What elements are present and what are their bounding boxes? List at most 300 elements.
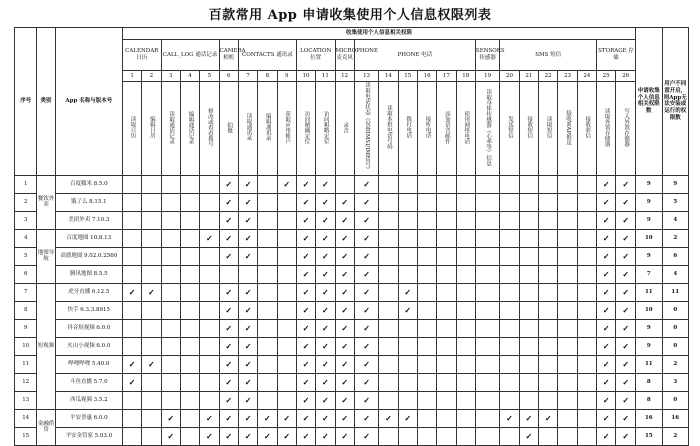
permission-cell <box>258 373 277 391</box>
checkmark-icon: ✓ <box>302 250 310 261</box>
permission-cell <box>316 193 335 211</box>
permission-cell <box>296 301 315 319</box>
column-number-text: 15 <box>404 72 412 79</box>
permission-cell <box>437 247 456 265</box>
permission-cell <box>335 265 354 283</box>
permission-cell <box>122 283 141 301</box>
row-app-name-text: 美团外卖 7.10.3 <box>68 217 110 224</box>
permission-cell <box>354 355 378 373</box>
permission-cell <box>558 229 577 247</box>
group-header <box>219 40 246 71</box>
table-row <box>15 247 689 265</box>
row-unrelated-count-text: 16 <box>671 415 680 422</box>
row-seq-text: 11 <box>22 361 30 368</box>
row-seq <box>15 337 37 355</box>
column-number-text: 9 <box>284 72 289 79</box>
column-number-text: 2 <box>149 72 154 79</box>
permission-cell <box>335 409 354 427</box>
column-number <box>354 71 378 82</box>
permission-cell <box>539 229 558 247</box>
permission-cell <box>398 193 417 211</box>
checkmark-icon: ✓ <box>341 376 349 387</box>
header-seq-text: 序号 <box>20 98 32 105</box>
row-collect-count-text: 9 <box>646 181 651 188</box>
permission-cell <box>398 337 417 355</box>
row-seq-text: 12 <box>22 379 30 386</box>
permission-cell <box>379 193 398 211</box>
group-header-text: LOCATION 位置 <box>300 48 332 61</box>
permission-cell <box>335 427 354 445</box>
permission-cell <box>539 265 558 283</box>
checkmark-icon: ✓ <box>244 430 252 441</box>
column-number-text: 1 <box>130 72 134 79</box>
checkmark-icon: ✓ <box>363 322 370 333</box>
permission-cell <box>456 427 475 445</box>
checkmark-icon: ✓ <box>225 430 233 441</box>
permission-cell <box>437 193 456 211</box>
column-number-text: 10 <box>302 72 310 79</box>
permission-cell <box>500 337 519 355</box>
permission-cell <box>597 427 616 445</box>
permission-cell <box>456 175 475 193</box>
permission-cell <box>219 211 238 229</box>
permission-header <box>161 82 180 176</box>
row-app-name <box>55 265 122 283</box>
permission-cell <box>379 427 398 445</box>
permission-cell <box>258 337 277 355</box>
permission-cell <box>597 265 616 283</box>
row-unrelated-count-text: 4 <box>673 217 678 224</box>
permission-cell <box>200 175 219 193</box>
checkmark-icon: ✓ <box>225 304 233 315</box>
checkmark-icon: ✓ <box>206 430 213 441</box>
permission-cell <box>316 175 335 193</box>
row-collect-count-text: 9 <box>646 199 651 206</box>
row-collect-count-text: 8 <box>646 397 651 404</box>
checkmark-icon: ✓ <box>341 196 349 207</box>
permission-cell <box>475 175 499 193</box>
checkmark-icon: ✓ <box>622 250 630 261</box>
permission-cell <box>258 175 277 193</box>
permission-cell <box>379 355 398 373</box>
permission-cell <box>475 373 499 391</box>
permission-cell <box>577 391 596 409</box>
checkmark-icon: ✓ <box>622 286 630 297</box>
checkmark-icon: ✓ <box>341 250 349 261</box>
row-collect-count <box>636 391 662 409</box>
permission-cell <box>558 247 577 265</box>
table-row <box>15 319 689 337</box>
permission-cell <box>316 427 335 445</box>
permission-cell <box>417 373 436 391</box>
permission-cell <box>456 391 475 409</box>
permission-cell <box>597 193 616 211</box>
permission-cell <box>577 193 596 211</box>
permission-cell <box>379 319 398 337</box>
permission-cell <box>379 409 398 427</box>
permission-cell <box>296 337 315 355</box>
checkmark-icon: ✓ <box>341 358 349 369</box>
permission-cell <box>142 319 161 337</box>
permission-cell <box>238 427 257 445</box>
permission-cell <box>379 337 398 355</box>
permission-cell <box>500 247 519 265</box>
checkmark-icon: ✓ <box>622 394 630 405</box>
permission-cell <box>597 409 616 427</box>
checkmark-icon: ✓ <box>225 412 233 423</box>
row-unrelated-count-text: 3 <box>673 379 678 386</box>
row-unrelated-count-text: 0 <box>673 397 678 404</box>
permission-cell <box>258 301 277 319</box>
permission-header-text: 接收彩信 <box>584 116 591 139</box>
checkmark-icon: ✓ <box>167 412 175 423</box>
permission-header <box>335 82 354 176</box>
checkmark-icon: ✓ <box>622 340 630 351</box>
row-unrelated-count <box>662 391 688 409</box>
row-app-name <box>55 175 122 193</box>
permission-cell <box>258 319 277 337</box>
permission-cell <box>296 355 315 373</box>
row-unrelated-count <box>662 247 688 265</box>
permission-cell <box>161 337 180 355</box>
permission-cell <box>437 373 456 391</box>
column-number-text: 20 <box>506 72 514 79</box>
column-number <box>577 71 596 82</box>
checkmark-icon: ✓ <box>264 412 271 423</box>
permission-cell <box>558 373 577 391</box>
permission-cell <box>335 355 354 373</box>
checkmark-icon: ✓ <box>322 412 329 423</box>
checkmark-icon: ✓ <box>225 250 233 261</box>
column-number <box>475 71 499 82</box>
checkmark-icon: ✓ <box>622 232 630 243</box>
checkmark-icon: ✓ <box>322 232 329 243</box>
permission-cell <box>437 283 456 301</box>
checkmark-icon: ✓ <box>264 430 271 441</box>
checkmark-icon: ✓ <box>322 268 329 279</box>
permission-cell <box>577 247 596 265</box>
permission-cell <box>122 193 141 211</box>
group-header <box>238 40 296 71</box>
permission-cell <box>335 319 354 337</box>
row-seq-text: 3 <box>23 217 28 224</box>
table-row <box>15 229 689 247</box>
group-header-text: MICROPHONE 麦克风 <box>335 48 379 61</box>
permission-cell <box>577 409 596 427</box>
row-seq <box>15 301 37 319</box>
row-app-name-text: 虎牙直播 6.12.5 <box>68 289 110 296</box>
header-category-text: 类别 <box>40 98 52 105</box>
permission-cell <box>417 355 436 373</box>
row-unrelated-count-text: 0 <box>673 343 678 350</box>
permission-cell <box>417 283 436 301</box>
permission-cell <box>219 301 238 319</box>
permission-cell <box>456 211 475 229</box>
column-number-text: 17 <box>442 72 450 79</box>
header-permission-group <box>122 28 635 40</box>
permission-cell <box>616 427 636 445</box>
checkmark-icon: ✓ <box>225 322 233 333</box>
checkmark-icon: ✓ <box>244 394 252 405</box>
permission-cell <box>398 229 417 247</box>
row-unrelated-count-text: 0 <box>673 307 678 314</box>
row-category <box>37 409 55 445</box>
checkmark-icon: ✓ <box>622 196 630 207</box>
checkmark-icon: ✓ <box>602 376 610 387</box>
permission-cell <box>519 211 538 229</box>
permission-cell <box>577 211 596 229</box>
permission-cell <box>616 409 636 427</box>
permission-cell <box>219 229 238 247</box>
permission-cell <box>539 301 558 319</box>
permission-header-text: 读取本机电话号码 <box>385 105 392 150</box>
row-unrelated-count-text: 0 <box>673 325 678 332</box>
permission-cell <box>219 409 238 427</box>
checkmark-icon: ✓ <box>622 358 630 369</box>
permission-cell <box>238 319 257 337</box>
permission-cell <box>558 175 577 193</box>
checkmark-icon: ✓ <box>244 358 252 369</box>
permission-header <box>122 82 141 176</box>
row-collect-count-text: 10 <box>644 235 653 242</box>
permission-cell <box>417 337 436 355</box>
checkmark-icon: ✓ <box>322 304 329 315</box>
permission-header-text: 获取应用账户 <box>284 110 291 144</box>
permission-cell <box>180 319 199 337</box>
permission-cell <box>296 319 315 337</box>
checkmark-icon: ✓ <box>302 358 310 369</box>
permission-cell <box>616 193 636 211</box>
permission-cell <box>379 175 398 193</box>
row-seq-text: 4 <box>23 235 28 242</box>
permission-cell <box>558 265 577 283</box>
checkmark-icon: ✓ <box>363 196 370 207</box>
column-number-text: 26 <box>622 72 630 79</box>
permission-cell <box>539 427 558 445</box>
permission-cell <box>558 301 577 319</box>
permission-header <box>316 82 335 176</box>
permission-cell <box>577 283 596 301</box>
row-app-name-text: 斗鱼直播 5.7.0 <box>69 379 108 386</box>
permission-cell <box>122 247 141 265</box>
permission-cell <box>519 337 538 355</box>
permission-cell <box>238 391 257 409</box>
checkmark-icon: ✓ <box>244 178 252 189</box>
permission-cell <box>296 229 315 247</box>
row-app-name-text: 火山小视频 6.0.0 <box>67 343 111 350</box>
permission-header-text: 访问粗略定位 <box>322 110 329 144</box>
permission-header <box>296 82 315 176</box>
permission-cell <box>161 301 180 319</box>
permission-cell <box>277 193 296 211</box>
permission-cell <box>277 373 296 391</box>
permission-header-text: 接收WAP推送 <box>564 109 571 145</box>
permission-cell <box>296 193 315 211</box>
permission-cell <box>180 337 199 355</box>
permission-cell <box>277 283 296 301</box>
checkmark-icon: ✓ <box>283 178 291 189</box>
row-collect-count-text: 10 <box>644 307 653 314</box>
permission-cell <box>475 409 499 427</box>
permission-cell <box>161 427 180 445</box>
checkmark-icon: ✓ <box>302 412 310 423</box>
permission-cell <box>558 391 577 409</box>
permission-cell <box>417 391 436 409</box>
column-number <box>258 71 277 82</box>
permission-cell <box>238 175 257 193</box>
permission-cell <box>180 391 199 409</box>
row-app-name <box>55 427 122 445</box>
group-header <box>597 40 636 71</box>
checkmark-icon: ✓ <box>302 178 310 189</box>
table-row <box>15 373 689 391</box>
permission-cell <box>316 301 335 319</box>
permission-cell <box>277 301 296 319</box>
checkmark-icon: ✓ <box>404 286 412 297</box>
permission-cell <box>122 229 141 247</box>
permission-cell <box>456 229 475 247</box>
row-collect-count <box>636 193 662 211</box>
permission-cell <box>558 337 577 355</box>
checkmark-icon: ✓ <box>363 250 370 261</box>
permission-header <box>539 82 558 176</box>
column-number <box>379 71 398 82</box>
permission-cell <box>500 409 519 427</box>
permission-cell <box>539 337 558 355</box>
checkmark-icon: ✓ <box>244 376 252 387</box>
row-collect-count-text: 11 <box>644 289 653 296</box>
permission-cell <box>558 409 577 427</box>
permission-header-text: 编辑通话记录 <box>187 110 194 144</box>
checkmark-icon: ✓ <box>341 430 349 441</box>
permission-cell <box>519 193 538 211</box>
row-category-text: 餐饮外卖 <box>37 195 55 209</box>
permission-cell <box>316 337 335 355</box>
permission-cell <box>258 355 277 373</box>
permission-cell <box>500 319 519 337</box>
header-app <box>55 28 122 176</box>
permission-cell <box>500 283 519 301</box>
permission-cell <box>238 355 257 373</box>
permission-cell <box>316 283 335 301</box>
checkmark-icon: ✓ <box>322 250 329 261</box>
permission-header <box>142 82 161 176</box>
header-category <box>37 28 55 176</box>
checkmark-icon: ✓ <box>602 214 610 225</box>
permission-cell <box>122 301 141 319</box>
permission-header <box>500 82 519 176</box>
row-seq <box>15 319 37 337</box>
group-header-text: PHONE 电话 <box>397 51 433 58</box>
permission-cell <box>180 373 199 391</box>
permission-cell <box>296 409 315 427</box>
checkmark-icon: ✓ <box>622 214 630 225</box>
checkmark-icon: ✓ <box>128 358 136 369</box>
column-number-text: 11 <box>321 72 329 79</box>
permission-cell <box>277 265 296 283</box>
checkmark-icon: ✓ <box>225 358 233 369</box>
permission-cell <box>200 247 219 265</box>
column-number <box>398 71 417 82</box>
checkmark-icon: ✓ <box>544 412 552 423</box>
row-collect-count <box>636 247 662 265</box>
checkmark-icon: ✓ <box>322 394 329 405</box>
permission-header <box>219 82 238 176</box>
permission-cell <box>219 319 238 337</box>
checkmark-icon: ✓ <box>622 412 630 423</box>
group-header-text: SENSORS 传感器 <box>475 48 505 61</box>
permission-cell <box>180 301 199 319</box>
permission-cell <box>379 265 398 283</box>
permission-cell <box>335 301 354 319</box>
header-collect-count <box>636 28 662 176</box>
column-number-text: 12 <box>341 72 349 79</box>
permission-cell <box>238 211 257 229</box>
permission-cell <box>200 211 219 229</box>
permission-cell <box>398 391 417 409</box>
permission-cell <box>180 193 199 211</box>
permission-cell <box>122 427 141 445</box>
permission-header <box>558 82 577 176</box>
permission-cell <box>379 229 398 247</box>
checkmark-icon: ✓ <box>341 412 349 423</box>
row-category-text: 短视频 <box>37 343 55 350</box>
permission-cell <box>258 247 277 265</box>
permission-cell <box>456 373 475 391</box>
permission-cell <box>558 283 577 301</box>
row-collect-count-text: 9 <box>646 325 651 332</box>
permission-header <box>519 82 538 176</box>
column-number-text: 6 <box>226 72 231 79</box>
row-collect-count <box>636 283 662 301</box>
permission-cell <box>277 175 296 193</box>
row-app-name <box>55 355 122 373</box>
checkmark-icon: ✓ <box>167 430 175 441</box>
row-app-name-text: 哔哩哔哩 5.40.0 <box>68 361 110 368</box>
permission-cell <box>277 319 296 337</box>
permission-cell <box>539 247 558 265</box>
row-app-name-text: 快手 6.3.3.8915 <box>67 307 111 314</box>
row-app-name-text: 百度糯米 8.5.0 <box>69 181 108 188</box>
permission-header-text: 接收短信 <box>526 116 533 139</box>
checkmark-icon: ✓ <box>602 304 610 315</box>
permission-cell <box>122 355 141 373</box>
permission-cell <box>200 229 219 247</box>
permission-cell <box>200 391 219 409</box>
permission-cell <box>616 229 636 247</box>
column-number-text: 13 <box>363 72 371 79</box>
permission-cell <box>500 229 519 247</box>
checkmark-icon: ✓ <box>363 178 370 189</box>
permission-cell <box>577 427 596 445</box>
permission-cell <box>200 265 219 283</box>
row-app-name <box>55 301 122 319</box>
row-seq <box>15 373 37 391</box>
row-app-name-text: 抖音短视频 6.0.0 <box>67 325 111 332</box>
checkmark-icon: ✓ <box>363 430 370 441</box>
group-header <box>500 40 597 71</box>
permission-cell <box>475 283 499 301</box>
permission-cell <box>296 265 315 283</box>
checkmark-icon: ✓ <box>602 178 610 189</box>
permission-cell <box>539 211 558 229</box>
checkmark-icon: ✓ <box>302 232 310 243</box>
checkmark-icon: ✓ <box>341 394 349 405</box>
permission-header-text: 使用网络电话 <box>463 110 470 144</box>
row-collect-count <box>636 211 662 229</box>
row-seq-text: 6 <box>23 271 28 278</box>
row-collect-count-text: 8 <box>646 379 651 386</box>
